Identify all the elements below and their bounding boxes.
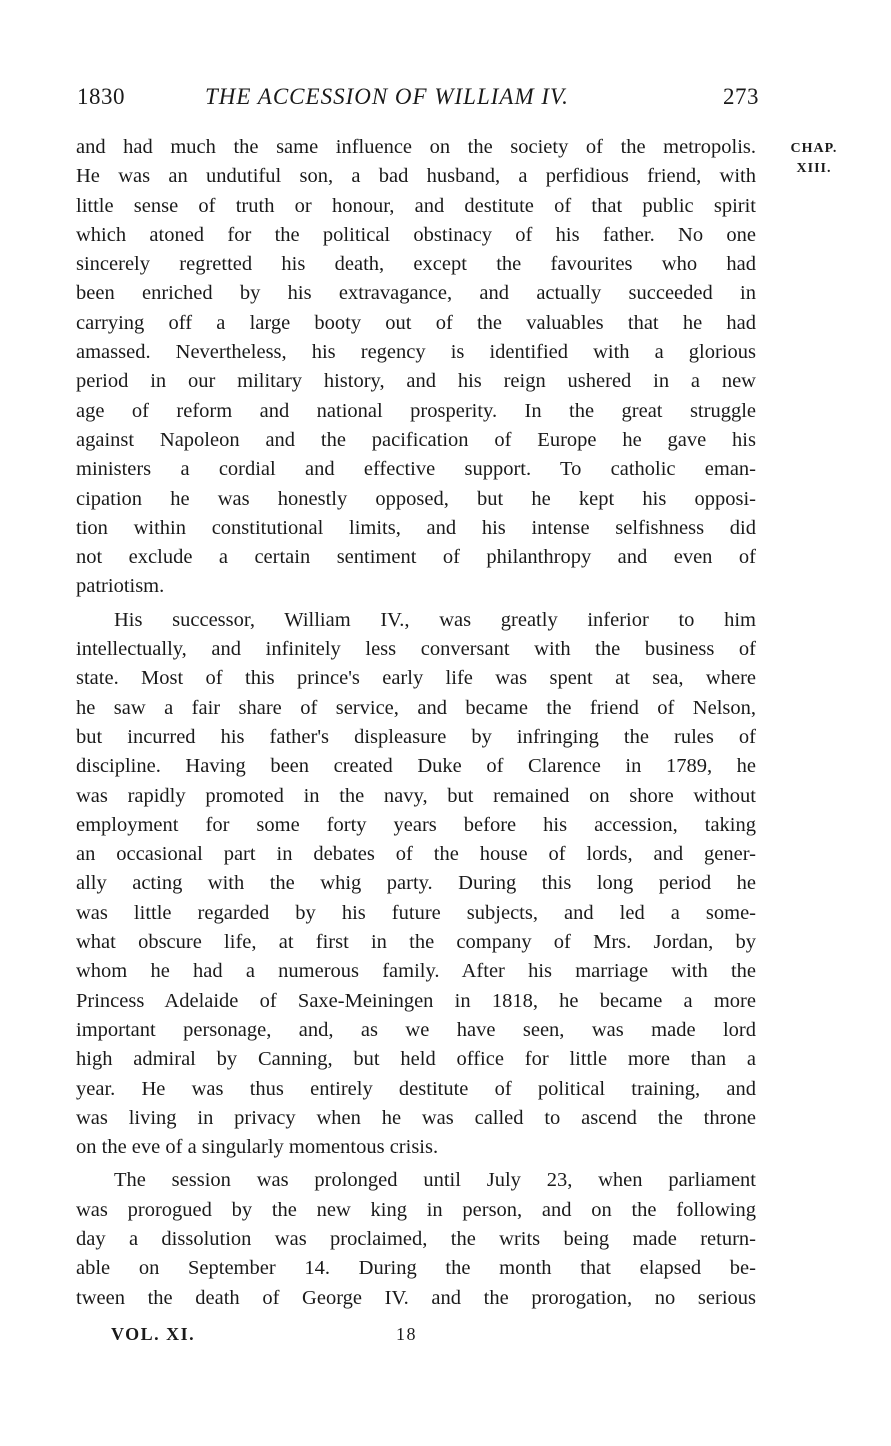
running-head-year: 1830 [77, 84, 125, 109]
text-line: ally acting with the whig party. During this long period he [76, 872, 756, 895]
body-text [76, 133, 756, 1313]
paragraph [76, 133, 756, 602]
text-line: he saw a fair share of service, and became the friend of Nelson, [76, 696, 756, 719]
text-line: The session was prolonged until July 23, when parliament [114, 1169, 756, 1192]
chapter-number: XIII. [796, 161, 832, 176]
page-number: 273 [723, 84, 759, 109]
text-line: what obscure life, at first in the company of Mrs. Jordan, by [76, 931, 756, 954]
text-line: able on September 14. During the month that elapsed be- [76, 1257, 756, 1280]
paragraph [76, 1166, 756, 1312]
text-line: sincerely regretted his death, except the favourites who had [76, 253, 756, 276]
text-line: was prorogued by the new king in person, and on the following [76, 1198, 756, 1221]
text-line: age of reform and national prosperity. In the great struggle [76, 399, 756, 422]
text-line: state. Most of this prince's early life was spent at sea, where [76, 667, 756, 690]
text-line: on the eve of a singularly momentous crisis. [76, 1136, 439, 1159]
text-line: tion within constitutional limits, and his intense selfishness did [76, 516, 756, 539]
chapter-label: CHAP. [790, 141, 838, 156]
text-line: employment for some forty years before his accession, taking [76, 813, 756, 836]
volume-label: VOL. XI. [111, 1324, 196, 1344]
text-line: cipation he was honestly opposed, but he kept his opposi- [76, 487, 756, 510]
text-line: was little regarded by his future subjects, and led a some- [76, 901, 756, 924]
text-line: carrying off a large booty out of the valuables that he had [76, 311, 756, 334]
signature-mark: 18 [396, 1324, 417, 1344]
paragraph [76, 606, 756, 1163]
text-line: but incurred his father's displeasure by infringing the rules of [76, 725, 756, 748]
text-line: whom he had a numerous family. After his marriage with the [76, 960, 756, 983]
text-line: and had much the same influence on the society of the metropolis. [76, 136, 756, 158]
text-line: period in our military history, and his reign ushered in a new [76, 370, 756, 393]
text-line: intellectually, and infinitely less conversant with the business of [76, 638, 756, 661]
text-line: year. He was thus entirely destitute of political training, and [76, 1077, 756, 1100]
text-line: amassed. Nevertheless, his regency is identified with a glorious [76, 341, 756, 364]
text-line: patriotism. [76, 575, 165, 598]
text-line: Princess Adelaide of Saxe-Meiningen in 1818, he became a more [76, 989, 756, 1012]
text-line: little sense of truth or honour, and destitute of that public spirit [76, 194, 756, 217]
text-line: day a dissolution was proclaimed, the writs being made return- [76, 1227, 756, 1250]
running-head [77, 84, 759, 114]
text-line: ministers a cordial and effective support. To catholic eman- [76, 458, 756, 481]
text-line: tween the death of George IV. and the prorogation, no serious [76, 1286, 756, 1309]
text-line: His successor, William IV., was greatly inferior to him [114, 608, 756, 631]
text-line: important personage, and, as we have seen, was made lord [76, 1018, 756, 1041]
text-line: discipline. Having been created Duke of Clarence in 1789, he [76, 755, 756, 778]
running-head-title: THE ACCESSION OF WILLIAM IV. [205, 84, 569, 109]
text-line: which atoned for the political obstinacy of his father. No one [76, 223, 756, 246]
text-line: not exclude a certain sentiment of philanthropy and even of [76, 546, 756, 569]
text-line: against Napoleon and the pacification of Europe he gave his [76, 428, 756, 451]
text-line: an occasional part in debates of the house of lords, and gener- [76, 843, 756, 866]
text-line: He was an undutiful son, a bad husband, a perfidious friend, with [76, 165, 756, 188]
text-line: high admiral by Canning, but held office for little more than a [76, 1048, 756, 1071]
text-line: was rapidly promoted in the navy, but remained on shore without [76, 784, 756, 807]
text-line: been enriched by his extravagance, and actually succeeded in [76, 282, 756, 305]
text-line: was living in privacy when he was called to ascend the throne [76, 1106, 756, 1129]
chapter-margin-note [774, 139, 854, 179]
signature-line [111, 1324, 511, 1352]
